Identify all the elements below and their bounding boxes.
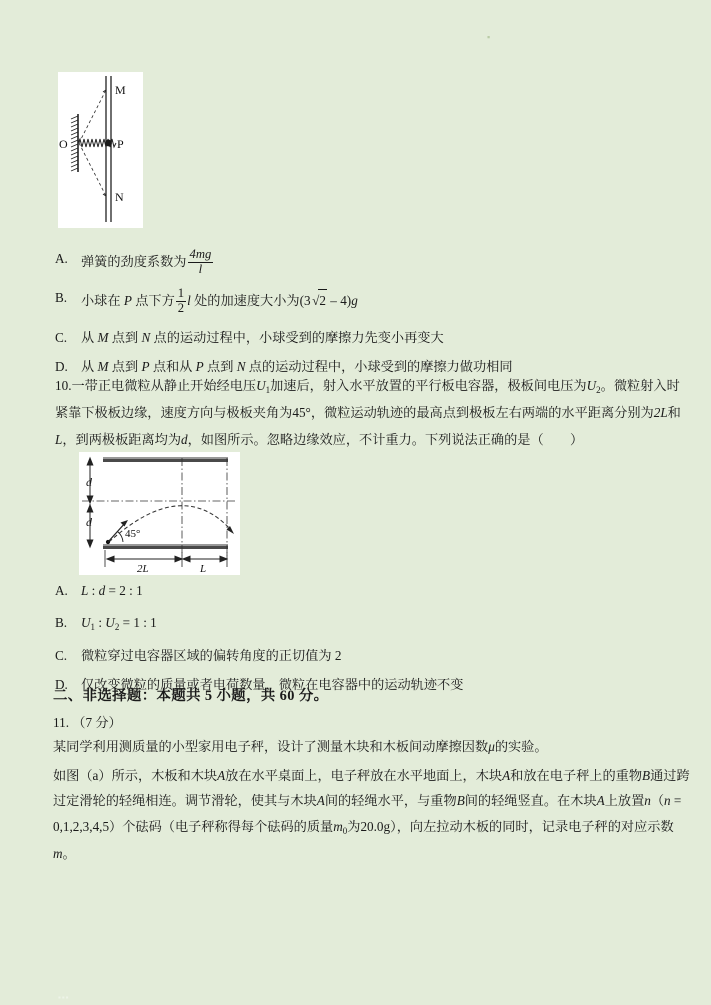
question-10-options [55, 580, 685, 696]
q11-p3-a: 过跨过定滑轮的轻绳相连。调节滑轮，使其与木块 [53, 767, 690, 809]
q9-option-D-p6: 点到 [203, 358, 237, 374]
q11-score: （7 分） [72, 715, 122, 730]
q9-option-A-fraction [188, 248, 214, 276]
q11-p3-d: 上放 [604, 793, 632, 809]
figure1-label-O: O [59, 137, 68, 151]
q9-option-A [55, 248, 685, 276]
q11-p3-A3: A [316, 793, 325, 809]
figure1-label-M: M [115, 83, 126, 97]
q10-option-B-U2-sub: 2 [114, 621, 120, 632]
q10-option-A-d: d [98, 583, 106, 598]
q11-p3-B2: B [456, 793, 465, 809]
q11-p2-A2: A [502, 767, 511, 783]
figure2-angle-label: 45° [125, 528, 141, 540]
q9-option-B-mid2: 处的加速度大小为 [194, 293, 300, 309]
q11-p2-a: 如图（a）所示，木板和木块 [53, 767, 218, 783]
q11-p1-b: 的实验。 [494, 739, 548, 754]
q10-option-A-L: L [81, 583, 89, 598]
q9-option-B-mid1: 点下方 [135, 293, 175, 309]
q9-option-C-p4: 点的运动过程中，小球受到的摩擦力先变小再变大 [150, 329, 444, 345]
q11-paragraph-1 [53, 734, 693, 760]
figure2-right-span-label: L [200, 563, 207, 575]
q9-option-D-p2: 点到 [108, 358, 142, 374]
figure2-left-span-label: 2L [137, 563, 149, 575]
q11-paragraph-2 [53, 763, 693, 867]
q11-p1-mu: μ [488, 739, 495, 754]
q11-p2-b: 放在水平桌面上，电子秤放在水平地面上，木块 [225, 767, 503, 783]
spring-rod-figure [58, 72, 143, 228]
question-11-number-line [53, 712, 693, 731]
capacitor-figure [79, 452, 240, 575]
q9-option-B-expr-open: (3 [299, 293, 311, 309]
q10-option-C-letter: C. [55, 648, 68, 664]
q9-option-B-text [81, 287, 685, 315]
q9-option-A-letter: A. [55, 251, 68, 266]
q10-stem-d: d [181, 432, 188, 448]
q10-stem-b: 加速后，射入水平放置的平行板电容器，极板间电压为 [270, 378, 587, 393]
q9-option-B-var-P: P [123, 293, 132, 309]
q10-stem-L: L [55, 432, 63, 448]
q11-p4-e: ），向左拉动木板的同时，记录电子 [390, 819, 595, 835]
q9-option-B-expr-close: – 4) [327, 293, 352, 309]
q10-stem-paragraph [55, 372, 685, 453]
section-2-heading: 二、非选择题：本题共 5 小题，共 60 分。 [53, 688, 329, 704]
q11-p4-b: （ [650, 793, 665, 809]
q10-number: 10. [55, 378, 72, 393]
q9-option-A-numerator: 4mg [189, 247, 212, 261]
q11-p4-val: 20.0g [360, 819, 391, 835]
q9-option-B-fraction [176, 287, 186, 315]
q11-p3-A4: A [596, 793, 605, 809]
q10-option-A-colon: : [88, 583, 99, 598]
q10-option-B-text [81, 612, 685, 634]
q11-p2-d: 通 [650, 767, 664, 783]
q10-option-A-val: = 2 : 1 [105, 583, 143, 598]
q9-option-B-letter: B. [55, 290, 68, 306]
q10-option-B-letter: B. [55, 615, 68, 631]
q11-p3-b: 间的轻绳水平，与重物 [324, 793, 457, 809]
q10-option-A-letter: A. [55, 583, 68, 598]
q9-option-C-p0: 从 [81, 329, 98, 345]
q11-number: 11. [53, 715, 69, 730]
q11-p1-a: 某同学利用测质量的小型家用电子秤，设计了测量木块和木板间动摩擦因数 [53, 739, 489, 754]
figure2-d-upper-label: d [86, 475, 92, 489]
figure2-d-lower-label: d [86, 515, 92, 529]
q9-option-D-p4: 点和从 [149, 358, 196, 374]
q10-option-B-val: = 1 : 1 [119, 615, 157, 631]
q10-stem-U1: U [256, 378, 266, 393]
q10-stem-d1: ，到两极板距离均为 [62, 432, 182, 448]
q10-option-A [55, 580, 685, 601]
q9-option-B-var-l: l [187, 293, 191, 309]
q9-option-D-letter: D. [55, 358, 68, 374]
q11-p4-d: 为 [347, 819, 361, 835]
q9-option-A-prefix: 弹簧的劲度系数为 [81, 254, 187, 270]
q11-p4-n1: n [644, 793, 651, 809]
q9-option-B-radicand: 2 [318, 289, 327, 311]
q11-p5-b: 。 [62, 845, 76, 861]
q9-option-D-p7: N [236, 358, 246, 374]
q9-option-B-denominator: 2 [177, 301, 185, 316]
q9-option-D-p8: 点的运动过程中，小球受到的摩擦力做功相同 [245, 358, 513, 374]
q9-option-D-p5: P [195, 358, 204, 374]
q10-stem-U2-sub: 2 [596, 384, 601, 395]
q11-p2-A1: A [217, 767, 226, 783]
q10-stem-2L: 2L [653, 405, 668, 421]
q10-option-D-text: 仅改变微粒的质量或者电荷数量，微粒在电容器中的运动轨迹不变 [81, 677, 464, 693]
q10-option-B-U1: U [81, 615, 91, 631]
q11-p4-c: ）个砝码（电子秤称得每个砝码的质量 [109, 819, 334, 835]
q9-option-B [55, 287, 685, 315]
q11-p4-m0: m [333, 819, 343, 835]
q10-option-B-U2: U [105, 615, 115, 631]
q10-option-A-text [81, 580, 685, 601]
q11-p5-m: m [53, 845, 63, 861]
q10-stem-a: 一带正电微粒从静止开始经电压 [71, 378, 257, 393]
q10-option-B-U1-sub: 1 [90, 621, 96, 632]
question-10-stem [55, 372, 685, 453]
q9-option-A-denominator: l [188, 262, 214, 277]
q11-p4-eq: = 0,1,2,3,4,5 [53, 793, 682, 835]
q10-option-B-colon: : [95, 615, 106, 631]
section-2 [53, 684, 693, 866]
q9-option-B-radical: √2 [311, 289, 327, 311]
q9-option-D-p0: 从 [81, 358, 98, 374]
q9-option-C-letter: C. [55, 329, 68, 345]
q11-p4-a: 置 [631, 793, 645, 809]
q10-option-B [55, 612, 685, 634]
q9-option-B-prefix: 小球在 [81, 293, 121, 309]
q9-option-C-text [81, 327, 685, 348]
q11-p3-c: 间的轻绳竖直。在木块 [464, 793, 597, 809]
q11-p4-m0-sub: 0 [342, 826, 348, 837]
q9-option-C-p3: N [141, 329, 151, 345]
question-9-options [55, 248, 685, 377]
q10-option-D-letter: D. [55, 677, 68, 693]
q11-p2-B1: B [642, 767, 651, 783]
q9-option-C-p2: 点到 [108, 329, 142, 345]
q10-stem-and: 和 [667, 405, 681, 421]
q10-stem-U1-sub: 1 [265, 384, 271, 395]
spring-rod-svg [58, 72, 143, 228]
q9-option-C [55, 327, 685, 348]
scan-artifact-top: ▪ [487, 32, 491, 42]
q9-option-C-p1: M [97, 329, 109, 345]
q10-option-C-text: 微粒穿过电容器区域的偏转角度的正切值为 2 [81, 648, 342, 664]
page-watermark: ▪▪▪ [58, 993, 70, 1002]
q9-option-D-p1: M [97, 358, 109, 374]
q9-option-B-numerator: 1 [177, 286, 185, 301]
q9-option-D-p3: P [141, 358, 150, 374]
capacitor-svg [79, 452, 240, 575]
q9-option-A-text [81, 248, 685, 276]
q10-stem-U2: U [586, 378, 597, 393]
q10-stem-tail: ，如图所示。忽略边缘效应，不计重力。下列说法正确的是（ ） [187, 432, 584, 448]
q11-p2-c: 和放在电子秤上的重物 [510, 767, 643, 783]
q9-option-B-var-g: g [351, 293, 358, 309]
q10-stem-c: 。微粒射入 [600, 378, 667, 393]
q11-p5-a: 秤的对应示数 [594, 819, 674, 835]
q10-stem-line2: 时紧靠下极板边缘，速度方向与极板夹角为45°，微粒运动轨迹的最高点到极板左右两端的水平距离分别为 [55, 378, 680, 421]
figure1-label-N: N [115, 190, 124, 204]
q10-option-C [55, 645, 685, 666]
figure1-label-P: P [117, 137, 124, 151]
q11-p4-n2: n [664, 793, 671, 809]
